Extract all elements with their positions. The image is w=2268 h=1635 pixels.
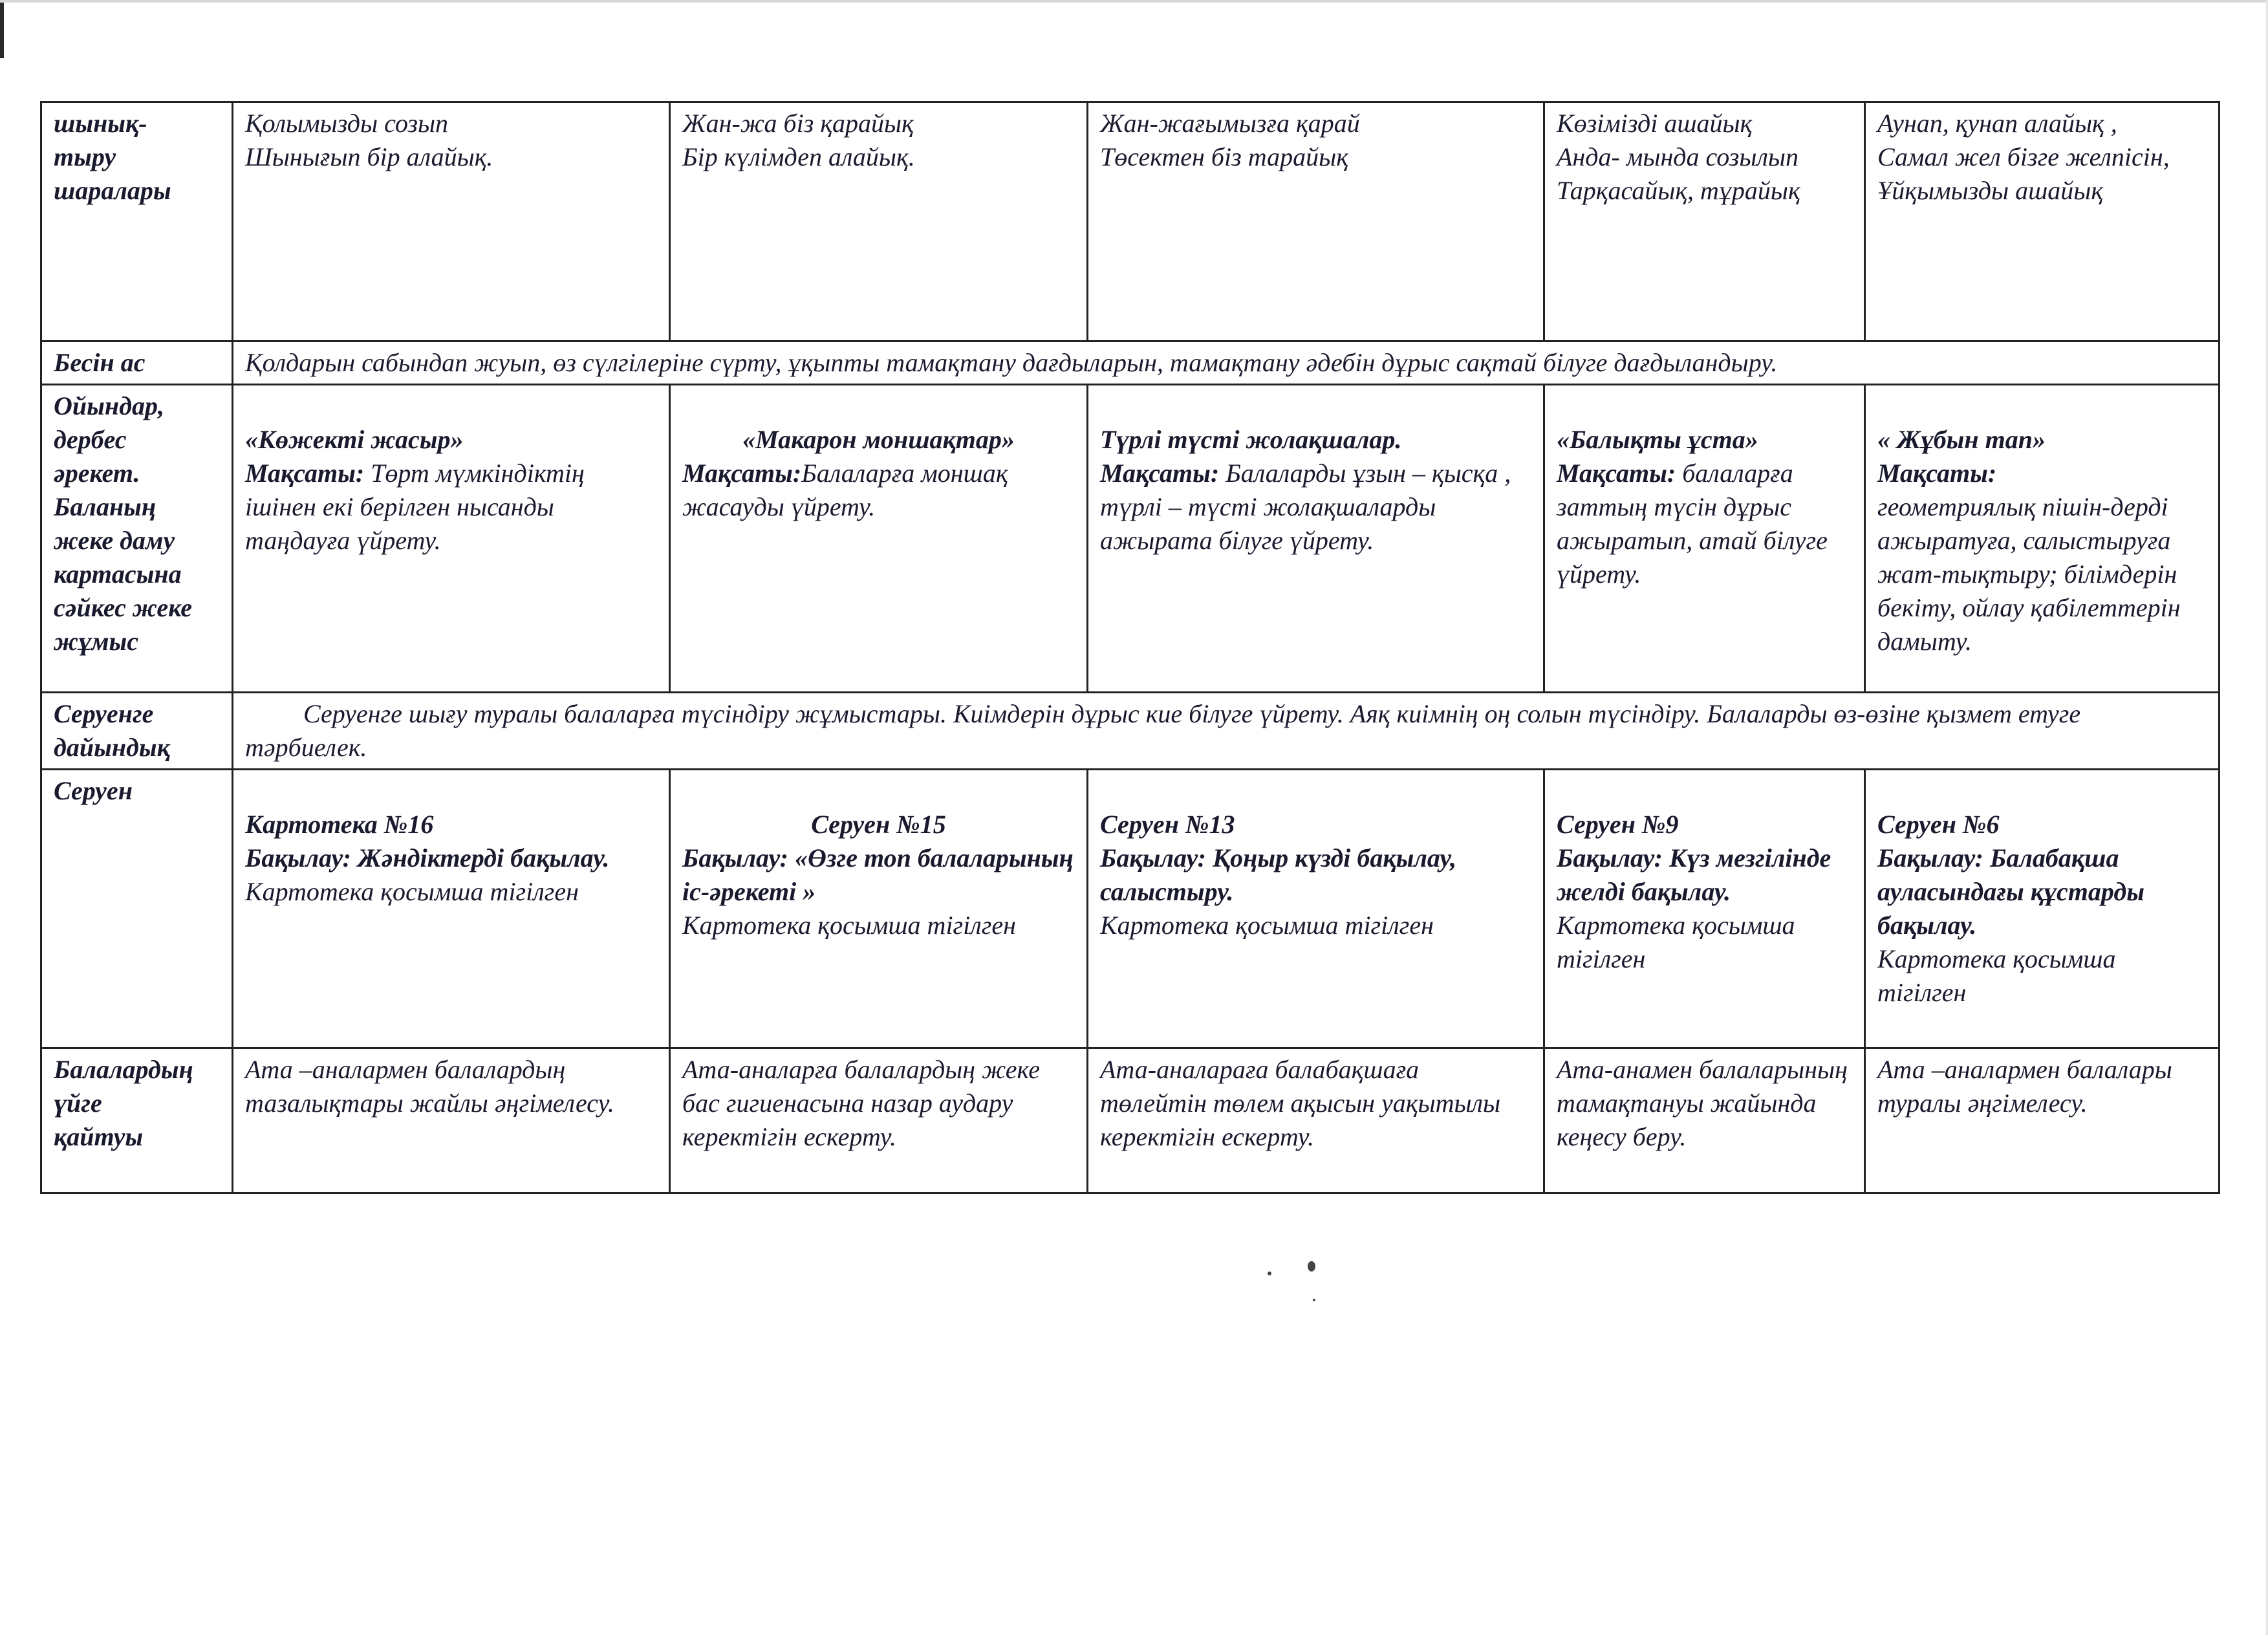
game-goal: Төрт мүмкіндіктің ішінен екі берілген нысанды таңдауға үйрету. — [245, 459, 585, 555]
game-goal: Балаларға моншақ жасауды үйрету. — [682, 459, 1008, 521]
table-row-going-home — [41, 1048, 2219, 1193]
walk-observation: Бақылау: Жәндіктерді бақылау. — [245, 843, 610, 872]
walk-note: Картотека қосымша тігілген — [245, 877, 579, 906]
exercise-cell-5: Аунап, қунап алайық , Самал жел бізге желпісін, Ұйқымызды ашайық — [1865, 102, 2219, 341]
row-label-exercises: шынық- тыру шаралары — [41, 102, 233, 341]
snack-text: Қолдарын сабындап жуып, өз сүлгілеріне сүрту, ұқыпты тамақтану дағдыларын, тамақтану әдебін дұрыс сақтай білуге дағдыландыру. — [233, 341, 2219, 385]
walk-cell-4 — [1544, 770, 1865, 1048]
table-row-walk-prep — [41, 693, 2219, 770]
table-row-exercises — [41, 102, 2219, 341]
game-goal: балаларға заттың түсін дұрыс ажыратып, атай білуге үйрету. — [1557, 459, 1828, 589]
daily-plan-table — [40, 101, 2220, 1194]
row-label-snack: Бесін ас — [41, 341, 233, 385]
walk-cell-3 — [1088, 770, 1544, 1048]
game-goal: Балаларды ұзын – қысқа , түрлі – түсті жолақшаларды ажырата білуге үйрету. — [1100, 459, 1511, 555]
going-home-cell-2: Ата-аналарға балалардың жеке бас гигиенасына назар аудару керектігін ескерту. — [670, 1048, 1088, 1193]
table-row-snack — [41, 341, 2219, 385]
game-title: «Балықты ұста» — [1557, 425, 1758, 454]
walk-note: Картотека қосымша тігілген — [1877, 944, 2116, 1007]
walk-title: Серуен №13 — [1100, 810, 1235, 839]
game-cell-1 — [233, 385, 670, 693]
walk-prep-text: Серуенге шығу туралы балаларға түсіндіру жұмыстары. Киімдерін дұрыс кие білуге үйрету. Аяқ киімнің оң солын түсіндіру. Балаларды өз-өзіне қызмет етуге тәрбиелек. — [233, 693, 2219, 770]
goal-label: Мақсаты: — [245, 459, 365, 488]
exercise-cell-4: Көзімізді ашайық Анда- мында созылып Тарқасайық, тұрайық — [1544, 102, 1865, 341]
row-label-games: Ойындар, дербес әрекет. Баланың жеке даму картасына сәйкес жеке жұмыс — [41, 385, 233, 693]
page-top-shadow — [0, 0, 2268, 3]
walk-observation: Бақылау: Күз мезгілінде желді бақылау. — [1557, 843, 1831, 906]
goal-label: Мақсаты: — [1100, 459, 1220, 488]
walk-cell-2 — [670, 770, 1088, 1048]
going-home-cell-5: Ата –аналармен балалары туралы әңгімелесу. — [1865, 1048, 2219, 1193]
walk-observation: Бақылау: Балабақша ауласындағы құстарды бақылау. — [1877, 843, 2144, 940]
walk-title: Картотека №16 — [245, 810, 434, 839]
goal-label: Мақсаты: — [682, 459, 802, 488]
exercise-cell-1: Қолымызды созып Шынығып бір алайық. — [233, 102, 670, 341]
goal-label: Мақсаты: — [1557, 459, 1676, 488]
game-title: «Көжекті жасыр» — [245, 425, 464, 454]
game-cell-4 — [1544, 385, 1865, 693]
walk-observation: Бақылау: «Өзге топ балаларының іс-әрекеті » — [682, 843, 1074, 906]
goal-label: Мақсаты: — [1877, 459, 1997, 488]
game-title: « Жұбын тап» — [1877, 425, 2046, 454]
going-home-cell-1: Ата –аналармен балалардың тазалықтары жайлы әңгімелесу. — [233, 1048, 670, 1193]
walk-note: Картотека қосымша тігілген — [1557, 911, 1795, 973]
walk-title: Серуен №15 — [811, 810, 946, 839]
row-label-walk: Серуен — [41, 770, 233, 1048]
walk-title: Серуен №9 — [1557, 810, 1679, 839]
exercise-cell-3: Жан-жағымызға қарай Төсектен біз тарайық — [1088, 102, 1544, 341]
game-cell-2 — [670, 385, 1088, 693]
going-home-cell-4: Ата-анамен балаларының тамақтануы жайында кеңесу беру. — [1544, 1048, 1865, 1193]
walk-cell-5 — [1865, 770, 2219, 1048]
row-label-walk-prep: Серуенге дайындық — [41, 693, 233, 770]
walk-title: Серуен №6 — [1877, 810, 2000, 839]
walk-note: Картотека қосымша тігілген — [1100, 911, 1434, 940]
game-cell-5 — [1865, 385, 2219, 693]
game-title: «Макарон моншақтар» — [742, 425, 1015, 454]
game-title: Түрлі түсті жолақшалар. — [1100, 425, 1402, 454]
table-row-walk — [41, 770, 2219, 1048]
game-cell-3 — [1088, 385, 1544, 693]
walk-cell-1 — [233, 770, 670, 1048]
game-goal: геометриялық пішін-дерді ажыратуға, салыстыруға жат-тықтыру; білімдерін бекіту, ойлау қабілеттерін дамыту. — [1877, 492, 2181, 656]
exercise-cell-2: Жан-жа біз қарайық Бір күлімдеп алайық. — [670, 102, 1088, 341]
page-edge-mark — [0, 0, 4, 58]
walk-note: Картотека қосымша тігілген — [682, 911, 1016, 940]
going-home-cell-3: Ата-аналараға балабақшаға төлейтін төлем ақысын уақытылы керектігін ескерту. — [1088, 1048, 1544, 1193]
walk-observation: Бақылау: Қоңыр күзді бақылау, салыстыру. — [1100, 843, 1457, 906]
row-label-going-home: Балалардың үйге қайтуы — [41, 1048, 233, 1193]
table-row-games — [41, 385, 2219, 693]
